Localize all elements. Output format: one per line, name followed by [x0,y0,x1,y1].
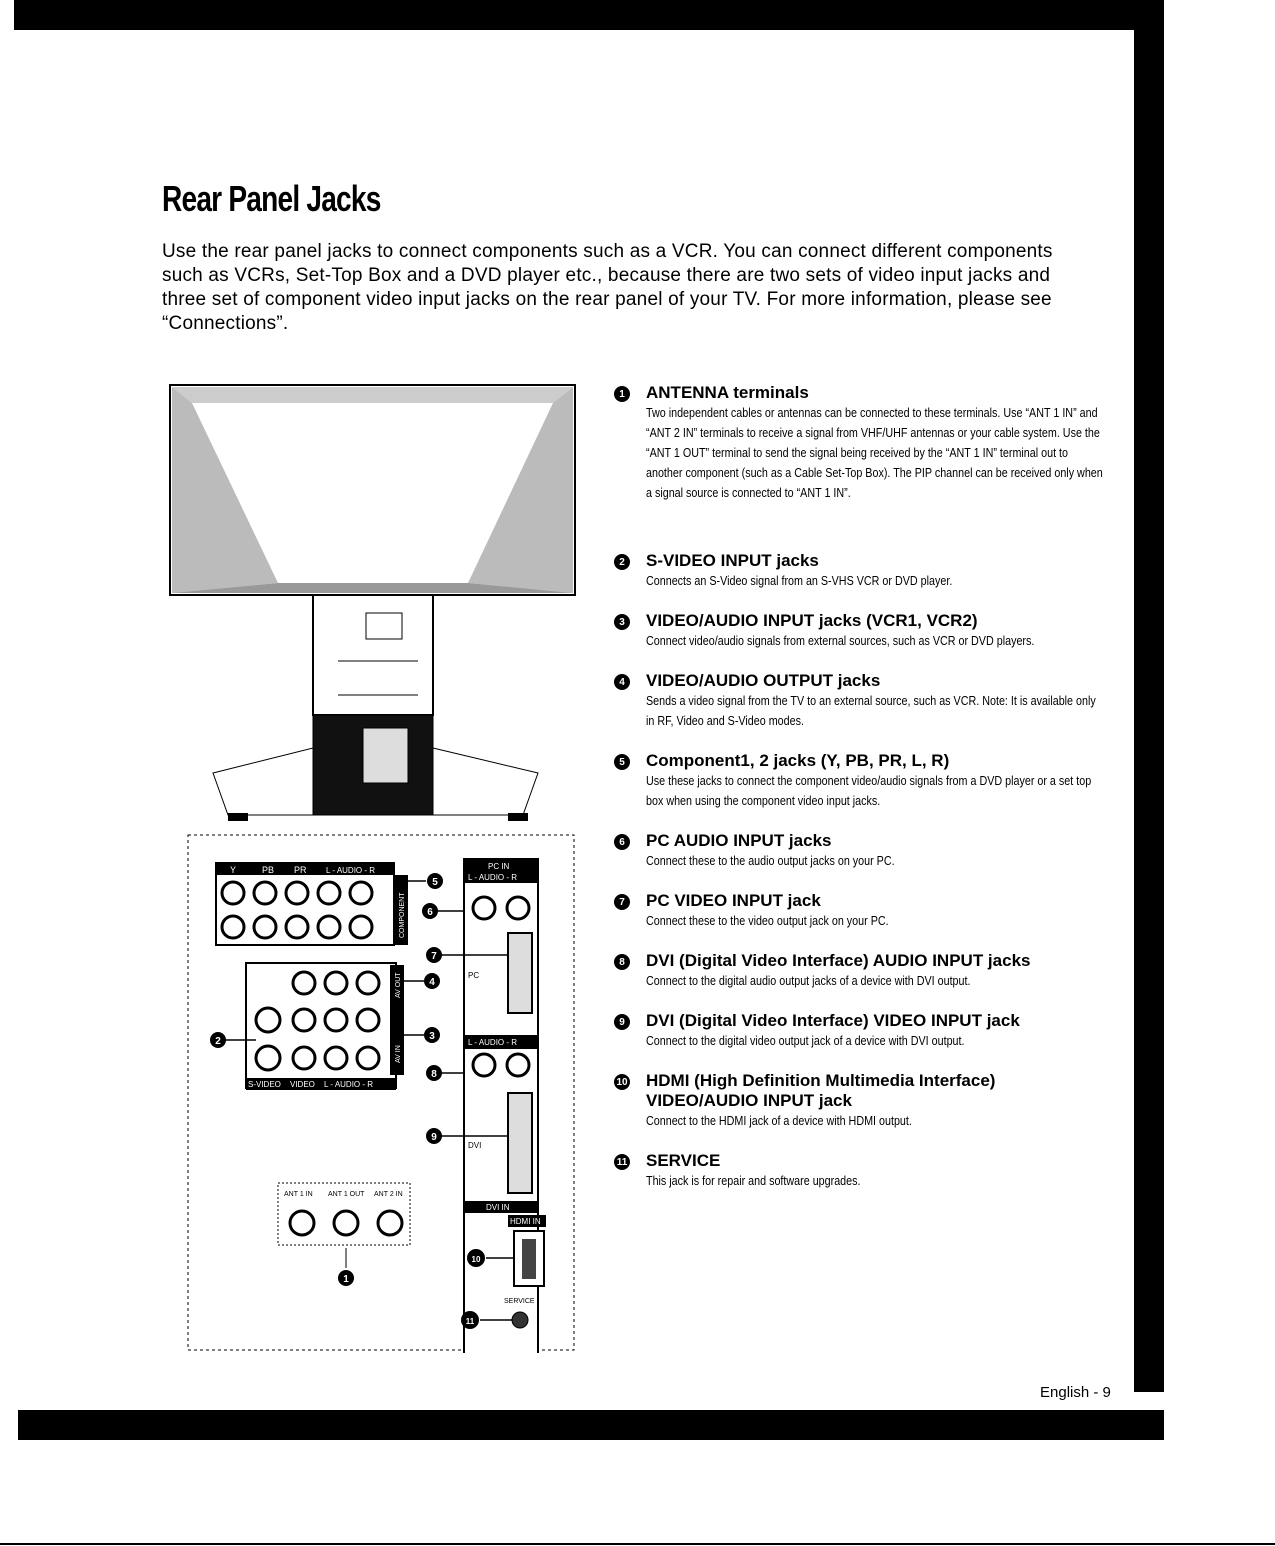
feature-desc: Use these jacks to connect the component video/audio signals from a DVD player or a set top box when using the component video input jacks. [646,774,1092,808]
feature-title: DVI (Digital Video Interface) AUDIO INPUT jacks [646,951,1031,970]
feature-pc-audio [614,831,1104,891]
feature-component [614,751,1104,831]
feature-desc: Connect these to the video output jack on your PC. [646,914,889,928]
feature-title: ANTENNA terminals [646,383,809,402]
callout-1: 1 [343,1274,349,1285]
page-title: Rear Panel Jacks [162,178,381,219]
feature-number: 3 [614,614,630,630]
feature-desc: Two independent cables or antennas can be connected to these terminals. Use “ANT 1 IN” and “ANT 2 IN” terminals to receive a signal from VHF/UHF antennas or your cable system. Use the “ANT 1 OUT” terminal to send the signal being received by the “ANT 1 IN” terminal out to another component (such as a Cable Set-Top Box). The PIP channel can be received only when a signal source is connected to “ANT 1 IN”. [646,406,1103,500]
feature-number: 4 [614,674,630,690]
feature-number: 2 [614,554,630,570]
feature-title: VIDEO/AUDIO OUTPUT jacks [646,671,881,690]
tv-illustration [170,385,575,821]
rear-panel-svg [168,383,578,1353]
feature-title: SERVICE [646,1151,721,1170]
callout-9: 9 [431,1132,437,1143]
page-number: English - 9 [1040,1384,1111,1401]
label-dvi-in: DVI IN [486,1203,510,1212]
feature-antenna [614,383,1104,551]
feature-svideo [614,551,1104,611]
label-ant1-out: ANT 1 OUT [328,1191,365,1198]
label-av-out: AV OUT [395,972,402,998]
label-ant2-in: ANT 2 IN [374,1191,403,1198]
feature-title: DVI (Digital Video Interface) VIDEO INPUT jack [646,1011,1020,1030]
label-dvi-audio: L - AUDIO - R [468,1038,518,1047]
label-y: Y [230,865,237,875]
top-black-bar [14,0,1164,30]
callout-4: 4 [429,977,435,988]
feature-title: Component1, 2 jacks (Y, PB, PR, L, R) [646,751,950,770]
feature-service [614,1151,1104,1201]
feature-number: 7 [614,894,630,910]
feature-title: VIDEO/AUDIO INPUT jacks (VCR1, VCR2) [646,611,978,630]
feature-desc: Connect video/audio signals from external sources, such as VCR or DVD players. [646,634,1035,648]
callout-11: 11 [465,1317,475,1326]
label-pr: PR [294,865,307,875]
bottom-black-bar [18,1410,1164,1440]
bottom-rule [0,1543,1275,1545]
label-pc: PC [468,971,480,980]
label-pc-in: PC IN [488,862,510,871]
feature-number: 9 [614,1014,630,1030]
label-component: COMPONENT [399,892,406,938]
antenna-panel [278,1183,410,1268]
label-service: SERVICE [504,1298,535,1305]
feature-list [614,383,1104,1201]
feature-desc: Connects an S-Video signal from an S-VHS VCR or DVD player. [646,574,953,588]
label-av-audio: L - AUDIO - R [324,1080,374,1089]
rear-panel-diagram [168,383,578,1353]
callout-7: 7 [431,951,437,962]
feature-desc: Connect to the digital video output jack of a device with DVI output. [646,1034,965,1048]
feature-title: PC AUDIO INPUT jacks [646,831,832,850]
feature-desc: This jack is for repair and software upgrades. [646,1174,861,1188]
feature-desc: Sends a video signal from the TV to an external source, such as VCR. Note: It is available only in RF, Video and S-Video modes. [646,694,1096,728]
label-component-audio: L - AUDIO - R [326,866,376,875]
label-pc-audio: L - AUDIO - R [468,873,518,882]
feature-desc: Connect these to the audio output jacks on your PC. [646,854,895,868]
label-av-in: AV IN [395,1045,402,1063]
feature-title: S-VIDEO INPUT jacks [646,551,819,570]
right-black-bar [1134,0,1164,1392]
feature-number: 11 [614,1154,630,1170]
callout-6: 6 [427,907,433,918]
feature-dvi-video [614,1011,1104,1071]
callout-5: 5 [432,877,438,888]
feature-title: PC VIDEO INPUT jack [646,891,821,910]
pc-dvi-panel [464,859,546,1353]
intro-paragraph: Use the rear panel jacks to connect components such as a VCR. You can connect different components such as VCRs, Set-Top Box and a DVD player etc., because there are two sets of video input jacks and three set of component video input jacks on the rear panel of your TV. For more information, please see “Connections”. [162,241,1053,334]
feature-number: 10 [614,1074,630,1090]
callout-3: 3 [429,1031,435,1042]
label-svideo: S-VIDEO [248,1080,281,1089]
feature-number: 6 [614,834,630,850]
feature-number: 5 [614,754,630,770]
feature-av-output [614,671,1104,751]
feature-number: 1 [614,386,630,402]
callout-10: 10 [471,1255,481,1264]
feature-dvi-audio [614,951,1104,1011]
feature-desc: Connect to the HDMI jack of a device with HDMI output. [646,1114,912,1128]
feature-number: 8 [614,954,630,970]
callout-8: 8 [431,1069,437,1080]
component-panel [216,863,408,945]
label-video: VIDEO [290,1080,315,1089]
label-dvi: DVI [468,1141,482,1150]
feature-title: HDMI (High Definition Multimedia Interface) VIDEO/AUDIO INPUT jack [646,1071,996,1110]
feature-desc: Connect to the digital audio output jacks of a device with DVI output. [646,974,971,988]
av-panel [246,963,404,1090]
feature-pc-video [614,891,1104,951]
callout-2: 2 [215,1036,221,1047]
label-pb: PB [262,865,275,875]
feature-hdmi [614,1071,1104,1151]
label-ant1-in: ANT 1 IN [284,1191,313,1198]
label-hdmi-in: HDMI IN [510,1217,541,1226]
feature-av-input [614,611,1104,671]
